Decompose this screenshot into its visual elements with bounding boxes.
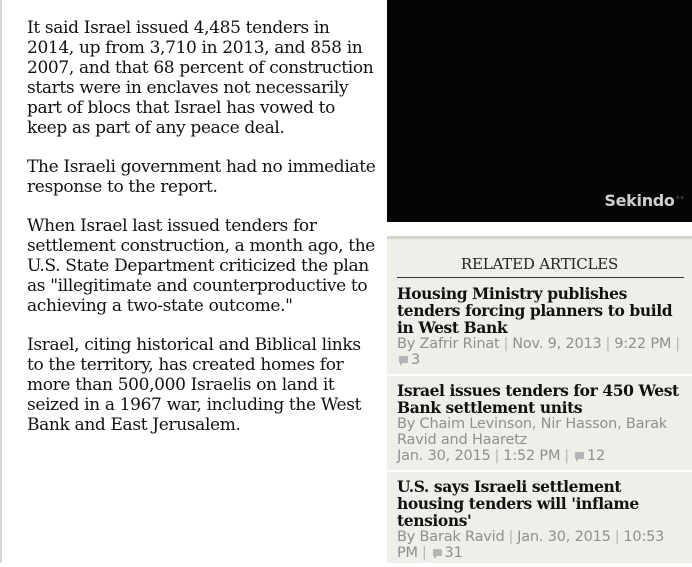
comment-count[interactable]: 3: [411, 352, 421, 368]
related-article-headline-link[interactable]: U.S. says Israeli settlement housing tenders will 'inflame tensions': [397, 477, 639, 530]
related-article-item[interactable]: [387, 376, 692, 472]
video-brand-logo: [604, 191, 684, 210]
article-paragraph: Israel, citing historical and Biblical links to the territory, has created homes for more than 500,000 Israelis on land it seized in a 1967 war, including the West Bank and East Jerusalem.: [27, 335, 362, 435]
related-title-divider: [397, 277, 684, 278]
article-time: 10:53 PM: [397, 529, 665, 561]
related-article-item[interactable]: [387, 472, 692, 567]
author-byline: By Chaim Levinson, Nir Hasson, Barak Ravid and Haaretz: [397, 416, 667, 448]
article-time: 1:52 PM: [503, 448, 561, 464]
related-article-meta: [397, 416, 684, 464]
comment-count[interactable]: 12: [586, 448, 606, 464]
related-articles-header: [387, 236, 692, 279]
related-article-meta: [397, 529, 684, 561]
brand-mark-icon: ◦◦: [675, 193, 684, 202]
author-byline: By Barak Ravid: [397, 529, 505, 545]
article-date: Nov. 9, 2013: [512, 336, 602, 352]
video-player[interactable]: [387, 0, 692, 222]
article-body: [27, 18, 377, 454]
meta-separator: |: [421, 545, 427, 561]
meta-separator: |: [564, 448, 569, 464]
related-article-headline-link[interactable]: Housing Ministry publishes tenders forcing planners to build in West Bank: [397, 284, 673, 337]
comment-icon[interactable]: [399, 356, 408, 363]
video-brand-text: Sekindo: [604, 191, 675, 210]
meta-separator: |: [508, 529, 514, 545]
related-article-headline-link[interactable]: Israel issues tenders for 450 West Bank settlement units: [397, 381, 679, 417]
meta-separator: |: [503, 336, 509, 352]
comment-count[interactable]: 31: [444, 545, 463, 561]
comment-icon[interactable]: [575, 452, 584, 459]
meta-separator: |: [675, 336, 680, 352]
related-articles-panel: [387, 236, 692, 563]
author-byline: By Zafrir Rinat: [397, 336, 500, 352]
meta-separator: |: [494, 448, 500, 464]
article-paragraph: It said Israel issued 4,485 tenders in 2014, up from 3,710 in 2013, and 858 in 2007, and that 68 percent of construction starts were in enclaves not necessarily part of blocs that Israel has vowed to keep as part of any peace deal.: [27, 18, 374, 138]
article-time: 9:22 PM: [614, 336, 672, 352]
meta-separator: |: [605, 336, 611, 352]
comment-icon[interactable]: [433, 549, 442, 556]
meta-separator: |: [614, 529, 620, 545]
article-date: Jan. 30, 2015: [397, 448, 491, 464]
article-paragraph: When Israel last issued tenders for settlement construction, a month ago, the U.S. State Department criticized the plan as "illegitimate and counterproductive to achieving a two-state outcome.": [27, 216, 376, 316]
article-date: Jan. 30, 2015: [517, 529, 611, 545]
page-left-border: [0, 0, 2, 563]
related-articles-title: RELATED ARTICLES: [460, 255, 619, 273]
article-paragraph: The Israeli government had no immediate response to the report.: [27, 157, 376, 197]
related-article-meta: [397, 336, 684, 368]
related-article-item[interactable]: [387, 279, 692, 376]
